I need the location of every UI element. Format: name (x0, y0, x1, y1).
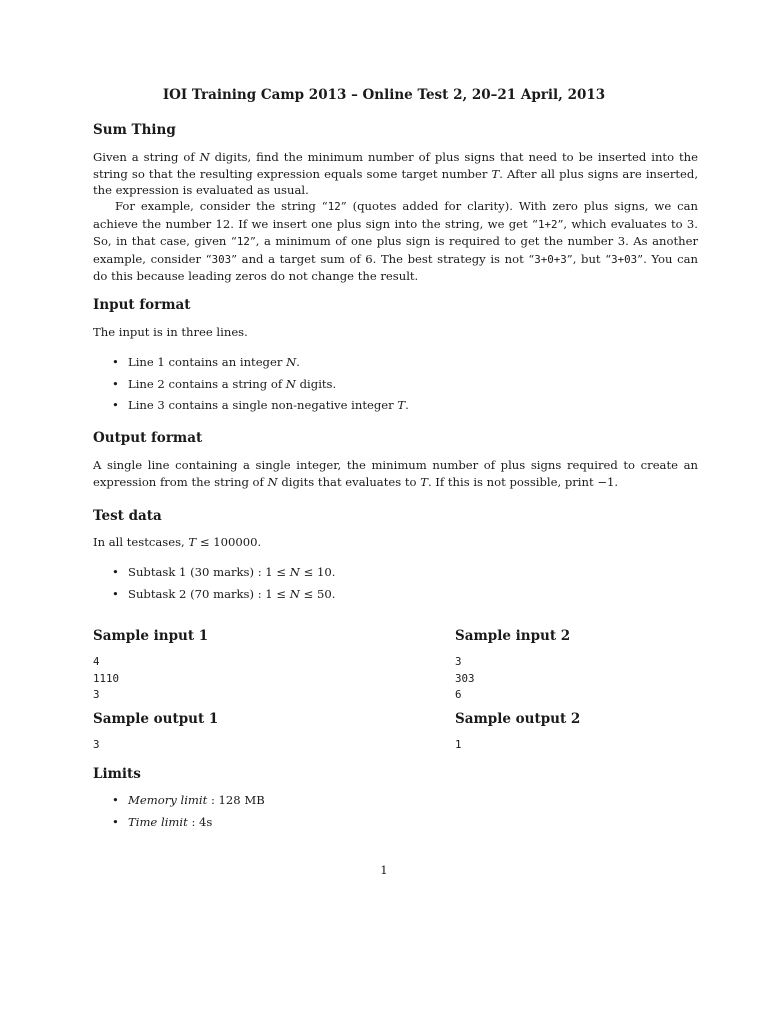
problem-paragraph-1 (93, 149, 698, 199)
text-run: Given a string of (93, 150, 200, 164)
text-run: In all testcases, (93, 535, 189, 549)
sample-input-2-heading: Sample input 2 (455, 628, 571, 644)
variable-t: T (397, 398, 406, 412)
variable-n: N (285, 376, 296, 391)
text-run: Subtask 1 (30 marks) : 1 ≤ (128, 565, 290, 579)
variable-n: N (289, 586, 300, 601)
list-item (93, 792, 698, 814)
text-run: ” and a target sum of 6. The best strategy is not “ (231, 251, 535, 266)
code-string: 3+0+3 (534, 252, 567, 266)
variable-t: T (491, 166, 500, 181)
text-run: ”. You can do this because leading zeros do not change the result. (93, 251, 698, 283)
limits-heading: Limits (93, 766, 141, 782)
variable-n: N (267, 474, 278, 489)
sample-output-1: 3 (93, 738, 100, 751)
page-number: 1 (380, 863, 388, 877)
input-format-heading: Input format (93, 297, 191, 313)
code-string: 12 (236, 235, 250, 248)
input-format-intro: The input is in three lines. (93, 325, 248, 339)
list-item (93, 814, 698, 836)
variable-t: T (188, 535, 197, 549)
text-run: ≤ 50. (299, 586, 336, 601)
sample-input-1: 4 1110 3 (93, 655, 120, 701)
list-item (93, 586, 698, 608)
list-item (93, 564, 698, 586)
text-run: . If this is not possible, print −1. (427, 474, 619, 489)
code-string: 3+03 (611, 252, 638, 266)
variable-t: T (420, 474, 428, 489)
code-string: 1+2 (537, 217, 558, 231)
text-run: ” (quotes added for clarity). With zero plus signs, we can achieve the number 12. If we insert one plus sign into the string, we get “ (93, 199, 698, 231)
text-run: Subtask 2 (70 marks) : 1 ≤ (128, 586, 290, 601)
code-string: 303 (211, 252, 232, 266)
document-title: IOI Training Camp 2013 – Online Test 2, 20–21 April, 2013 (162, 87, 606, 103)
time-limit-label: Time limit (128, 814, 188, 829)
sample-output-2: 1 (455, 738, 462, 751)
limits-list (93, 792, 698, 835)
text-run: ”, but “ (566, 251, 612, 266)
variable-n: N (199, 150, 210, 164)
test-data-heading: Test data (93, 508, 162, 524)
memory-limit-value: : 128 MB (207, 793, 265, 807)
text-run: Line 2 contains a string of (128, 376, 286, 391)
list-item (93, 397, 698, 419)
text-run: Line 1 contains an integer (128, 355, 287, 369)
time-limit-value: : 4s (187, 814, 213, 829)
sample-output-1-heading: Sample output 1 (93, 711, 219, 727)
output-format-text (93, 457, 698, 490)
text-run: digits. (295, 376, 337, 391)
text-run: ≤ 10. (299, 565, 336, 579)
text-run: A single line containing a single integer, the minimum number of plus signs required to create an expression from the string of (93, 458, 698, 489)
subtask-list (93, 564, 698, 607)
text-run: ”, a minimum of one plus sign is required to get the number 3. As another example, consider “ (93, 234, 698, 266)
text-run: . After all plus signs are inserted, the expression is evaluated as usual. (93, 166, 698, 197)
sample-output-2-heading: Sample output 2 (455, 711, 581, 727)
list-item (93, 354, 698, 376)
sample-input-1-heading: Sample input 1 (93, 628, 209, 644)
text-run: . (405, 398, 409, 412)
problem-heading: Sum Thing (93, 122, 176, 138)
text-run: ≤ 100000. (196, 535, 262, 549)
variable-n: N (286, 355, 297, 369)
memory-limit-label: Memory limit (128, 793, 208, 807)
sample-input-2: 3 303 6 (455, 655, 475, 701)
text-run: Line 3 contains a single non-negative integer (128, 398, 398, 412)
code-string: 12 (327, 200, 341, 213)
list-item (93, 376, 698, 398)
text-run: . (296, 355, 300, 369)
output-format-heading: Output format (93, 430, 203, 446)
variable-n: N (289, 565, 300, 579)
problem-paragraph-2 (93, 198, 698, 285)
test-data-intro (93, 534, 698, 551)
text-run: ”, which evaluates to 3. So, in that case, given “ (93, 216, 698, 248)
text-run: digits, find the minimum number of plus signs that need to be inserted into the string so that the resulting expression equals some target number (93, 150, 698, 181)
input-format-list (93, 354, 698, 419)
text-run: For example, consider the string “ (115, 199, 328, 213)
text-run: digits that evaluates to (277, 474, 421, 489)
